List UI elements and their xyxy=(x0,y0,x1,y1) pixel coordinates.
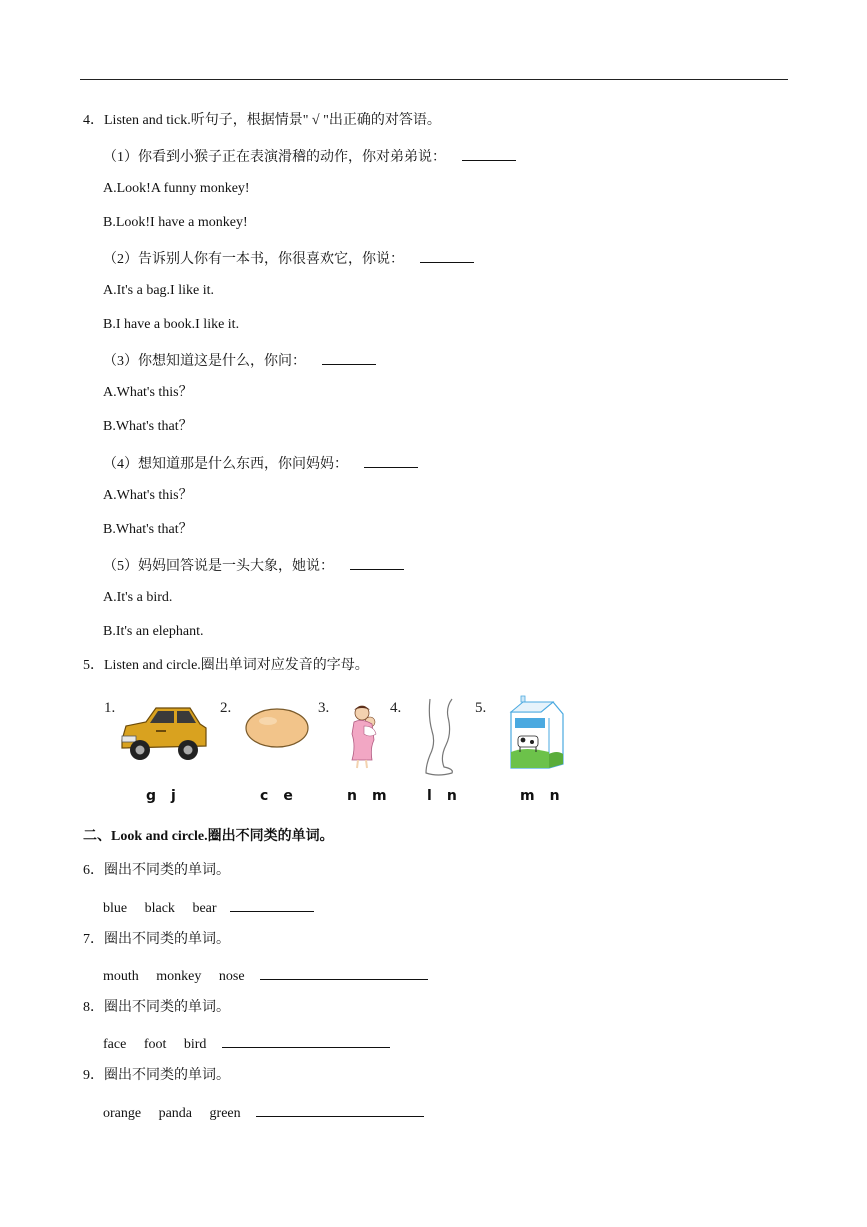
answer-blank[interactable] xyxy=(322,350,376,365)
q8-words xyxy=(103,1033,390,1054)
egg-icon xyxy=(244,707,310,749)
word-option[interactable]: panda xyxy=(158,1106,193,1121)
q4-5-option-a: A.It's a bird. xyxy=(103,590,173,605)
mother-icon xyxy=(344,704,384,770)
q4-5-prompt-text: （5）妈妈回答说是一头大象，她说： xyxy=(103,559,334,574)
q4-1-prompt xyxy=(103,146,516,167)
answer-blank[interactable] xyxy=(222,1033,390,1048)
q9-words xyxy=(103,1102,424,1123)
q4-heading: 4．Listen and tick.听句子，根据情景" √ "出正确的对答语。 xyxy=(83,113,441,128)
q6-heading: 6．圈出不同类的单词。 xyxy=(83,863,230,878)
milk-carton-icon xyxy=(505,694,569,770)
word-option[interactable]: monkey xyxy=(156,969,202,984)
letter-option[interactable]: n xyxy=(549,788,561,804)
letter-option[interactable]: n xyxy=(347,788,358,804)
word-option[interactable]: black xyxy=(144,901,175,916)
q4-5-option-b: B.It's an elephant. xyxy=(103,624,204,639)
q4-2-option-b: B.I have a book.I like it. xyxy=(103,317,240,332)
word-option[interactable]: blue xyxy=(103,901,128,916)
q4-4-option-b: B.What's that？ xyxy=(103,522,193,537)
letter-option[interactable]: n xyxy=(446,788,458,804)
q4-1-prompt-text: （1）你看到小猴子正在表演滑稽的动作，你对弟弟说： xyxy=(103,150,446,165)
letter-option[interactable]: c xyxy=(260,788,270,804)
word-option[interactable]: foot xyxy=(143,1037,167,1052)
picture-4-number: 4. xyxy=(390,700,402,716)
picture-1-number: 1. xyxy=(104,700,116,716)
letter-option[interactable]: m xyxy=(371,788,388,804)
answer-blank[interactable] xyxy=(256,1102,424,1117)
picture-2-letters xyxy=(260,787,294,805)
header-rule xyxy=(80,79,788,80)
leg-icon xyxy=(418,697,464,779)
letter-option[interactable]: l xyxy=(427,788,433,804)
q4-3-prompt-text: （3）你想知道这是什么，你问： xyxy=(103,354,306,369)
picture-3-letters xyxy=(347,787,388,805)
picture-2-number: 2. xyxy=(220,700,232,716)
picture-3-number: 3. xyxy=(318,700,330,716)
picture-4-letters xyxy=(427,787,458,805)
word-option[interactable]: nose xyxy=(218,969,245,984)
letter-option[interactable]: j xyxy=(171,788,177,804)
q4-3-option-a: A.What's this？ xyxy=(103,385,193,400)
q4-3-prompt xyxy=(103,350,376,371)
q4-5-prompt xyxy=(103,555,404,576)
answer-blank[interactable] xyxy=(260,965,428,980)
answer-blank[interactable] xyxy=(420,248,474,263)
answer-blank[interactable] xyxy=(230,897,314,912)
section-2-heading: 二、Look and circle.圈出不同类的单词。 xyxy=(83,829,334,844)
word-option[interactable]: face xyxy=(103,1037,127,1052)
word-option[interactable]: orange xyxy=(103,1106,142,1121)
answer-blank[interactable] xyxy=(350,555,404,570)
answer-blank[interactable] xyxy=(364,453,418,468)
q4-1-option-a: A.Look!A funny monkey! xyxy=(103,181,250,196)
word-option[interactable]: bear xyxy=(192,901,217,916)
letter-option[interactable]: m xyxy=(520,788,536,804)
q4-4-prompt-text: （4）想知道那是什么东西，你问妈妈： xyxy=(103,457,348,472)
car-icon xyxy=(116,702,210,764)
q6-words xyxy=(103,897,314,918)
q4-2-option-a: A.It's a bag.I like it. xyxy=(103,283,214,298)
letter-option[interactable]: g xyxy=(146,788,158,804)
word-option[interactable]: green xyxy=(209,1106,241,1121)
q4-3-option-b: B.What's that？ xyxy=(103,419,193,434)
letter-option[interactable]: e xyxy=(283,788,294,804)
picture-1-letters xyxy=(146,787,177,805)
q5-heading: 5．Listen and circle.圈出单词对应发音的字母。 xyxy=(83,658,369,673)
picture-5-letters xyxy=(520,787,561,805)
q4-2-prompt xyxy=(103,248,474,269)
q7-words xyxy=(103,965,428,986)
q4-4-prompt xyxy=(103,453,418,474)
word-option[interactable]: bird xyxy=(183,1037,207,1052)
q7-heading: 7．圈出不同类的单词。 xyxy=(83,932,230,947)
q4-2-prompt-text: （2）告诉别人你有一本书，你很喜欢它，你说： xyxy=(103,252,404,267)
picture-5-number: 5. xyxy=(475,700,487,716)
q9-heading: 9．圈出不同类的单词。 xyxy=(83,1068,230,1083)
q4-1-option-b: B.Look!I have a monkey! xyxy=(103,215,248,230)
answer-blank[interactable] xyxy=(462,146,516,161)
q4-4-option-a: A.What's this？ xyxy=(103,488,193,503)
word-option[interactable]: mouth xyxy=(103,969,139,984)
q8-heading: 8．圈出不同类的单词。 xyxy=(83,1000,230,1015)
